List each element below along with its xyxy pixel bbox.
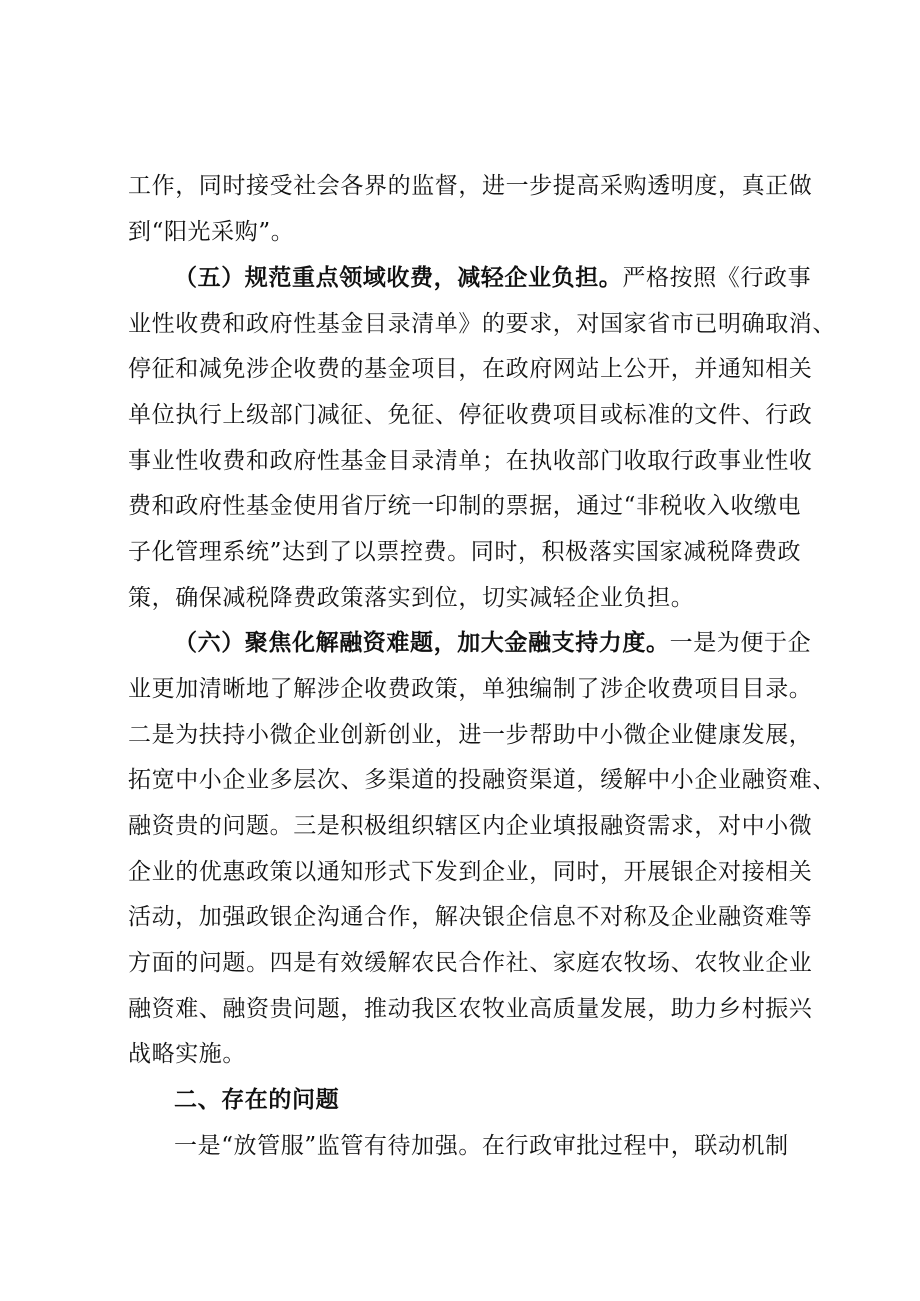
paragraph-line: 一是“放管服”监管有待加强。在行政审批过程中，联动机制: [174, 1133, 789, 1159]
paragraph-line: 拓宽中小企业多层次、多渠道的投融资渠道，缓解中小企业融资难、: [128, 767, 836, 793]
paragraph-line: 业性收费和政府性基金目录清单》的要求，对国家省市已明确取消、: [128, 311, 836, 337]
paragraph-line: 到“阳光采购”。: [128, 219, 295, 245]
paragraph-line: 战略实施。: [128, 1041, 246, 1067]
paragraph-line: 方面的问题。四是有效缓解农民合作社、家庭农牧场、农牧业企业: [128, 950, 813, 976]
paragraph-first-line: [174, 626, 874, 660]
paragraph-line: 融资贵的问题。三是积极组织辖区内企业填报融资需求，对中小微: [128, 813, 813, 839]
paragraph-line: 单位执行上级部门减征、免征、停征收费项目或标准的文件、行政: [128, 402, 813, 428]
paragraph-line: 费和政府性基金使用省厅统一印制的票据，通过“非税收入收缴电: [128, 493, 802, 519]
paragraph-heading: （六）聚焦化解融资难题，加大金融支持力度。: [174, 629, 670, 656]
paragraph-line: 活动，加强政银企沟通合作，解决银企信息不对称及企业融资难等: [128, 904, 813, 930]
paragraph-line: 二是为扶持小微企业创新创业，进一步帮助中小微企业健康发展，: [128, 722, 813, 748]
paragraph-heading: （五）规范重点领域收费，减轻企业负担。: [174, 264, 623, 291]
paragraph-line: 业更加清晰地了解涉企收费政策，单独编制了涉企收费项目目录。: [128, 676, 813, 702]
paragraph-line: 工作，同时接受社会各界的监督，进一步提高采购透明度，真正做: [128, 173, 813, 199]
paragraph-text: 一是为便于企: [669, 630, 812, 656]
paragraph-line: 子化管理系统”达到了以票控费。同时，积极落实国家减税降费政: [128, 539, 802, 565]
paragraph-text: 严格按照《行政事: [622, 265, 812, 291]
paragraph-line: 融资难、融资贵问题，推动我区农牧业高质量发展，助力乡村振兴: [128, 996, 813, 1022]
paragraph-line: 停征和减免涉企收费的基金项目，在政府网站上公开，并通知相关: [128, 356, 813, 382]
section-heading: 二、存在的问题: [174, 1087, 340, 1113]
paragraph-line: 企业的优惠政策以通知形式下发到企业，同时，开展银企对接相关: [128, 859, 813, 885]
paragraph-first-line: [174, 261, 874, 295]
paragraph-line: 事业性收费和政府性基金目录清单；在执收部门收取行政事业性收: [128, 448, 813, 474]
paragraph-line: 策，确保减税降费政策落实到位，切实减轻企业负担。: [128, 585, 695, 611]
